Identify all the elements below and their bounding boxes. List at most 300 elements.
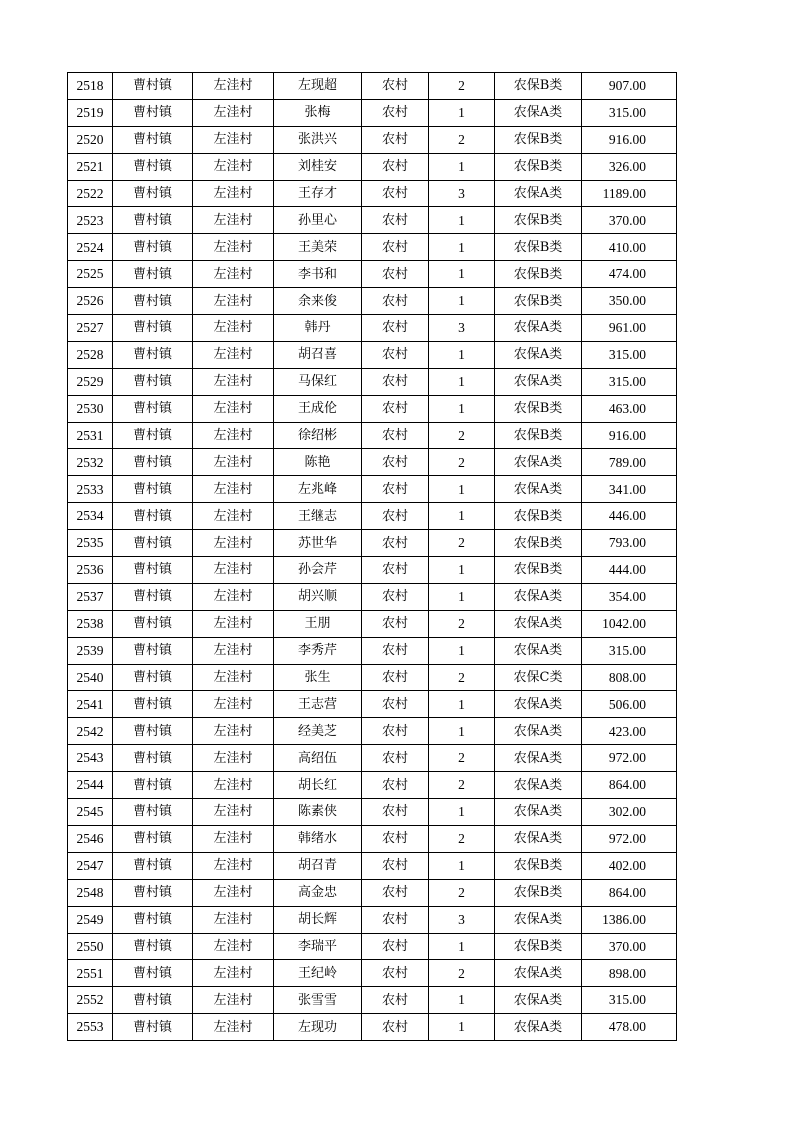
town-cell: 曹村镇 [113, 449, 193, 476]
amount-cell: 864.00 [582, 772, 677, 799]
town-cell: 曹村镇 [113, 341, 193, 368]
household-count-cell: 1 [429, 234, 495, 261]
name-cell: 高金忠 [274, 879, 362, 906]
area-type-cell: 农村 [362, 557, 429, 584]
amount-cell: 315.00 [582, 99, 677, 126]
amount-cell: 350.00 [582, 288, 677, 315]
table-row [68, 261, 677, 288]
row-number: 2548 [68, 879, 113, 906]
row-number: 2541 [68, 691, 113, 718]
insurance-class-cell: 农保B类 [495, 73, 582, 100]
row-number: 2530 [68, 395, 113, 422]
insurance-class-cell: 农保A类 [495, 960, 582, 987]
name-cell: 经美芝 [274, 718, 362, 745]
row-number: 2539 [68, 637, 113, 664]
amount-cell: 354.00 [582, 583, 677, 610]
village-cell: 左洼村 [193, 368, 274, 395]
area-type-cell: 农村 [362, 207, 429, 234]
row-number: 2529 [68, 368, 113, 395]
row-number: 2552 [68, 987, 113, 1014]
area-type-cell: 农村 [362, 153, 429, 180]
row-number: 2524 [68, 234, 113, 261]
name-cell: 张洪兴 [274, 126, 362, 153]
row-number: 2526 [68, 288, 113, 315]
name-cell: 高绍伍 [274, 745, 362, 772]
household-count-cell: 1 [429, 153, 495, 180]
village-cell: 左洼村 [193, 637, 274, 664]
insurance-class-cell: 农保B类 [495, 261, 582, 288]
household-count-cell: 1 [429, 503, 495, 530]
town-cell: 曹村镇 [113, 960, 193, 987]
area-type-cell: 农村 [362, 288, 429, 315]
town-cell: 曹村镇 [113, 583, 193, 610]
town-cell: 曹村镇 [113, 906, 193, 933]
amount-cell: 961.00 [582, 315, 677, 342]
village-cell: 左洼村 [193, 315, 274, 342]
table-row [68, 530, 677, 557]
insurance-class-cell: 农保B类 [495, 288, 582, 315]
name-cell: 胡长红 [274, 772, 362, 799]
insurance-class-cell: 农保B类 [495, 503, 582, 530]
name-cell: 张生 [274, 664, 362, 691]
village-cell: 左洼村 [193, 987, 274, 1014]
household-count-cell: 1 [429, 395, 495, 422]
village-cell: 左洼村 [193, 449, 274, 476]
town-cell: 曹村镇 [113, 691, 193, 718]
village-cell: 左洼村 [193, 852, 274, 879]
area-type-cell: 农村 [362, 449, 429, 476]
table-row [68, 207, 677, 234]
household-count-cell: 1 [429, 1014, 495, 1041]
town-cell: 曹村镇 [113, 557, 193, 584]
village-cell: 左洼村 [193, 583, 274, 610]
village-cell: 左洼村 [193, 73, 274, 100]
name-cell: 苏世华 [274, 530, 362, 557]
amount-cell: 1189.00 [582, 180, 677, 207]
household-count-cell: 3 [429, 180, 495, 207]
household-count-cell: 1 [429, 933, 495, 960]
name-cell: 王存才 [274, 180, 362, 207]
household-count-cell: 1 [429, 799, 495, 826]
table-row [68, 99, 677, 126]
area-type-cell: 农村 [362, 583, 429, 610]
village-cell: 左洼村 [193, 906, 274, 933]
area-type-cell: 农村 [362, 772, 429, 799]
name-cell: 左现超 [274, 73, 362, 100]
household-count-cell: 1 [429, 987, 495, 1014]
town-cell: 曹村镇 [113, 395, 193, 422]
amount-cell: 793.00 [582, 530, 677, 557]
table-row [68, 691, 677, 718]
village-cell: 左洼村 [193, 718, 274, 745]
town-cell: 曹村镇 [113, 153, 193, 180]
amount-cell: 410.00 [582, 234, 677, 261]
table-row [68, 960, 677, 987]
row-number: 2534 [68, 503, 113, 530]
records-body [68, 73, 677, 1041]
insurance-class-cell: 农保B类 [495, 852, 582, 879]
area-type-cell: 农村 [362, 906, 429, 933]
village-cell: 左洼村 [193, 879, 274, 906]
insurance-class-cell: 农保B类 [495, 207, 582, 234]
town-cell: 曹村镇 [113, 288, 193, 315]
amount-cell: 326.00 [582, 153, 677, 180]
area-type-cell: 农村 [362, 395, 429, 422]
insurance-class-cell: 农保A类 [495, 691, 582, 718]
town-cell: 曹村镇 [113, 825, 193, 852]
row-number: 2527 [68, 315, 113, 342]
village-cell: 左洼村 [193, 772, 274, 799]
village-cell: 左洼村 [193, 960, 274, 987]
name-cell: 左兆峰 [274, 476, 362, 503]
name-cell: 陈素侠 [274, 799, 362, 826]
area-type-cell: 农村 [362, 368, 429, 395]
name-cell: 张梅 [274, 99, 362, 126]
name-cell: 马保红 [274, 368, 362, 395]
name-cell: 胡召喜 [274, 341, 362, 368]
village-cell: 左洼村 [193, 557, 274, 584]
table-row [68, 315, 677, 342]
table-row [68, 234, 677, 261]
insurance-class-cell: 农保A类 [495, 449, 582, 476]
table-row [68, 583, 677, 610]
village-cell: 左洼村 [193, 503, 274, 530]
town-cell: 曹村镇 [113, 987, 193, 1014]
insurance-class-cell: 农保A类 [495, 180, 582, 207]
village-cell: 左洼村 [193, 207, 274, 234]
name-cell: 王志营 [274, 691, 362, 718]
village-cell: 左洼村 [193, 664, 274, 691]
area-type-cell: 农村 [362, 933, 429, 960]
household-count-cell: 2 [429, 772, 495, 799]
row-number: 2553 [68, 1014, 113, 1041]
table-row [68, 503, 677, 530]
area-type-cell: 农村 [362, 637, 429, 664]
village-cell: 左洼村 [193, 610, 274, 637]
name-cell: 李瑞平 [274, 933, 362, 960]
table-row [68, 153, 677, 180]
area-type-cell: 农村 [362, 1014, 429, 1041]
town-cell: 曹村镇 [113, 368, 193, 395]
row-number: 2523 [68, 207, 113, 234]
row-number: 2551 [68, 960, 113, 987]
town-cell: 曹村镇 [113, 718, 193, 745]
area-type-cell: 农村 [362, 879, 429, 906]
town-cell: 曹村镇 [113, 476, 193, 503]
town-cell: 曹村镇 [113, 99, 193, 126]
household-count-cell: 1 [429, 691, 495, 718]
town-cell: 曹村镇 [113, 126, 193, 153]
household-count-cell: 1 [429, 288, 495, 315]
name-cell: 胡召青 [274, 852, 362, 879]
village-cell: 左洼村 [193, 933, 274, 960]
insurance-class-cell: 农保A类 [495, 745, 582, 772]
name-cell: 余来俊 [274, 288, 362, 315]
area-type-cell: 农村 [362, 341, 429, 368]
household-count-cell: 1 [429, 261, 495, 288]
area-type-cell: 农村 [362, 745, 429, 772]
area-type-cell: 农村 [362, 691, 429, 718]
insurance-class-cell: 农保B类 [495, 395, 582, 422]
amount-cell: 789.00 [582, 449, 677, 476]
town-cell: 曹村镇 [113, 799, 193, 826]
insurance-class-cell: 农保B类 [495, 153, 582, 180]
amount-cell: 972.00 [582, 825, 677, 852]
amount-cell: 1042.00 [582, 610, 677, 637]
table-row [68, 449, 677, 476]
name-cell: 王纪岭 [274, 960, 362, 987]
household-count-cell: 1 [429, 637, 495, 664]
table-row [68, 852, 677, 879]
town-cell: 曹村镇 [113, 664, 193, 691]
household-count-cell: 2 [429, 530, 495, 557]
insurance-class-cell: 农保A类 [495, 987, 582, 1014]
amount-cell: 370.00 [582, 207, 677, 234]
insurance-class-cell: 农保B类 [495, 422, 582, 449]
insurance-class-cell: 农保A类 [495, 772, 582, 799]
amount-cell: 808.00 [582, 664, 677, 691]
name-cell: 胡兴顺 [274, 583, 362, 610]
town-cell: 曹村镇 [113, 933, 193, 960]
household-count-cell: 1 [429, 207, 495, 234]
area-type-cell: 农村 [362, 960, 429, 987]
village-cell: 左洼村 [193, 234, 274, 261]
insurance-class-cell: 农保A类 [495, 315, 582, 342]
household-count-cell: 1 [429, 718, 495, 745]
insurance-class-cell: 农保A类 [495, 368, 582, 395]
row-number: 2518 [68, 73, 113, 100]
name-cell: 徐绍彬 [274, 422, 362, 449]
area-type-cell: 农村 [362, 987, 429, 1014]
row-number: 2521 [68, 153, 113, 180]
household-count-cell: 2 [429, 745, 495, 772]
amount-cell: 341.00 [582, 476, 677, 503]
amount-cell: 402.00 [582, 852, 677, 879]
town-cell: 曹村镇 [113, 745, 193, 772]
insurance-class-cell: 农保A类 [495, 341, 582, 368]
amount-cell: 916.00 [582, 422, 677, 449]
area-type-cell: 农村 [362, 180, 429, 207]
row-number: 2519 [68, 99, 113, 126]
household-count-cell: 1 [429, 341, 495, 368]
area-type-cell: 农村 [362, 718, 429, 745]
town-cell: 曹村镇 [113, 530, 193, 557]
area-type-cell: 农村 [362, 530, 429, 557]
table-row [68, 664, 677, 691]
household-count-cell: 2 [429, 610, 495, 637]
table-row [68, 126, 677, 153]
village-cell: 左洼村 [193, 1014, 274, 1041]
table-row [68, 799, 677, 826]
area-type-cell: 农村 [362, 126, 429, 153]
name-cell: 张雪雪 [274, 987, 362, 1014]
household-count-cell: 2 [429, 422, 495, 449]
row-number: 2533 [68, 476, 113, 503]
name-cell: 王继志 [274, 503, 362, 530]
insurance-class-cell: 农保A类 [495, 1014, 582, 1041]
row-number: 2545 [68, 799, 113, 826]
table-row [68, 933, 677, 960]
town-cell: 曹村镇 [113, 73, 193, 100]
amount-cell: 444.00 [582, 557, 677, 584]
row-number: 2543 [68, 745, 113, 772]
household-count-cell: 3 [429, 315, 495, 342]
row-number: 2535 [68, 530, 113, 557]
name-cell: 左现功 [274, 1014, 362, 1041]
town-cell: 曹村镇 [113, 207, 193, 234]
amount-cell: 302.00 [582, 799, 677, 826]
household-count-cell: 2 [429, 664, 495, 691]
name-cell: 王成伦 [274, 395, 362, 422]
name-cell: 胡长辉 [274, 906, 362, 933]
table-row [68, 610, 677, 637]
village-cell: 左洼村 [193, 395, 274, 422]
table-row [68, 73, 677, 100]
household-count-cell: 1 [429, 852, 495, 879]
name-cell: 王美荣 [274, 234, 362, 261]
village-cell: 左洼村 [193, 476, 274, 503]
table-row [68, 825, 677, 852]
insurance-class-cell: 农保A类 [495, 718, 582, 745]
row-number: 2532 [68, 449, 113, 476]
household-count-cell: 1 [429, 476, 495, 503]
town-cell: 曹村镇 [113, 422, 193, 449]
table-row [68, 879, 677, 906]
table-row [68, 745, 677, 772]
table-row [68, 180, 677, 207]
area-type-cell: 农村 [362, 664, 429, 691]
table-row [68, 422, 677, 449]
area-type-cell: 农村 [362, 610, 429, 637]
row-number: 2538 [68, 610, 113, 637]
name-cell: 韩绪水 [274, 825, 362, 852]
area-type-cell: 农村 [362, 261, 429, 288]
village-cell: 左洼村 [193, 422, 274, 449]
area-type-cell: 农村 [362, 476, 429, 503]
household-count-cell: 2 [429, 960, 495, 987]
amount-cell: 315.00 [582, 637, 677, 664]
name-cell: 孙里心 [274, 207, 362, 234]
amount-cell: 916.00 [582, 126, 677, 153]
insurance-class-cell: 农保A类 [495, 610, 582, 637]
household-count-cell: 2 [429, 449, 495, 476]
amount-cell: 423.00 [582, 718, 677, 745]
area-type-cell: 农村 [362, 99, 429, 126]
row-number: 2525 [68, 261, 113, 288]
town-cell: 曹村镇 [113, 610, 193, 637]
row-number: 2528 [68, 341, 113, 368]
amount-cell: 370.00 [582, 933, 677, 960]
name-cell: 陈艳 [274, 449, 362, 476]
area-type-cell: 农村 [362, 503, 429, 530]
village-cell: 左洼村 [193, 126, 274, 153]
row-number: 2522 [68, 180, 113, 207]
town-cell: 曹村镇 [113, 852, 193, 879]
area-type-cell: 农村 [362, 422, 429, 449]
name-cell: 李秀芹 [274, 637, 362, 664]
insurance-class-cell: 农保A类 [495, 476, 582, 503]
village-cell: 左洼村 [193, 341, 274, 368]
insurance-class-cell: 农保A类 [495, 583, 582, 610]
amount-cell: 506.00 [582, 691, 677, 718]
table-row [68, 1014, 677, 1041]
name-cell: 刘桂安 [274, 153, 362, 180]
insurance-class-cell: 农保B类 [495, 933, 582, 960]
village-cell: 左洼村 [193, 745, 274, 772]
row-number: 2546 [68, 825, 113, 852]
table-row [68, 557, 677, 584]
town-cell: 曹村镇 [113, 180, 193, 207]
town-cell: 曹村镇 [113, 772, 193, 799]
table-row [68, 718, 677, 745]
household-count-cell: 2 [429, 879, 495, 906]
area-type-cell: 农村 [362, 799, 429, 826]
insurance-class-cell: 农保A类 [495, 99, 582, 126]
insurance-class-cell: 农保C类 [495, 664, 582, 691]
village-cell: 左洼村 [193, 99, 274, 126]
town-cell: 曹村镇 [113, 1014, 193, 1041]
insurance-class-cell: 农保A类 [495, 825, 582, 852]
row-number: 2540 [68, 664, 113, 691]
amount-cell: 864.00 [582, 879, 677, 906]
table-row [68, 987, 677, 1014]
insurance-class-cell: 农保A类 [495, 637, 582, 664]
row-number: 2549 [68, 906, 113, 933]
records-table [67, 72, 677, 1041]
insurance-class-cell: 农保A类 [495, 799, 582, 826]
household-count-cell: 2 [429, 73, 495, 100]
town-cell: 曹村镇 [113, 261, 193, 288]
town-cell: 曹村镇 [113, 315, 193, 342]
area-type-cell: 农村 [362, 852, 429, 879]
table-row [68, 476, 677, 503]
row-number: 2536 [68, 557, 113, 584]
town-cell: 曹村镇 [113, 234, 193, 261]
household-count-cell: 2 [429, 825, 495, 852]
table-row [68, 288, 677, 315]
village-cell: 左洼村 [193, 180, 274, 207]
name-cell: 孙会芹 [274, 557, 362, 584]
amount-cell: 315.00 [582, 341, 677, 368]
village-cell: 左洼村 [193, 825, 274, 852]
town-cell: 曹村镇 [113, 879, 193, 906]
household-count-cell: 3 [429, 906, 495, 933]
household-count-cell: 2 [429, 126, 495, 153]
table-row [68, 341, 677, 368]
insurance-class-cell: 农保B类 [495, 557, 582, 584]
village-cell: 左洼村 [193, 691, 274, 718]
area-type-cell: 农村 [362, 825, 429, 852]
insurance-class-cell: 农保A类 [495, 906, 582, 933]
row-number: 2550 [68, 933, 113, 960]
table-row [68, 368, 677, 395]
amount-cell: 907.00 [582, 73, 677, 100]
table-row [68, 906, 677, 933]
insurance-class-cell: 农保B类 [495, 126, 582, 153]
row-number: 2547 [68, 852, 113, 879]
row-number: 2531 [68, 422, 113, 449]
name-cell: 王朋 [274, 610, 362, 637]
amount-cell: 474.00 [582, 261, 677, 288]
household-count-cell: 1 [429, 583, 495, 610]
amount-cell: 446.00 [582, 503, 677, 530]
town-cell: 曹村镇 [113, 637, 193, 664]
village-cell: 左洼村 [193, 799, 274, 826]
row-number: 2544 [68, 772, 113, 799]
village-cell: 左洼村 [193, 288, 274, 315]
village-cell: 左洼村 [193, 153, 274, 180]
table-row [68, 637, 677, 664]
